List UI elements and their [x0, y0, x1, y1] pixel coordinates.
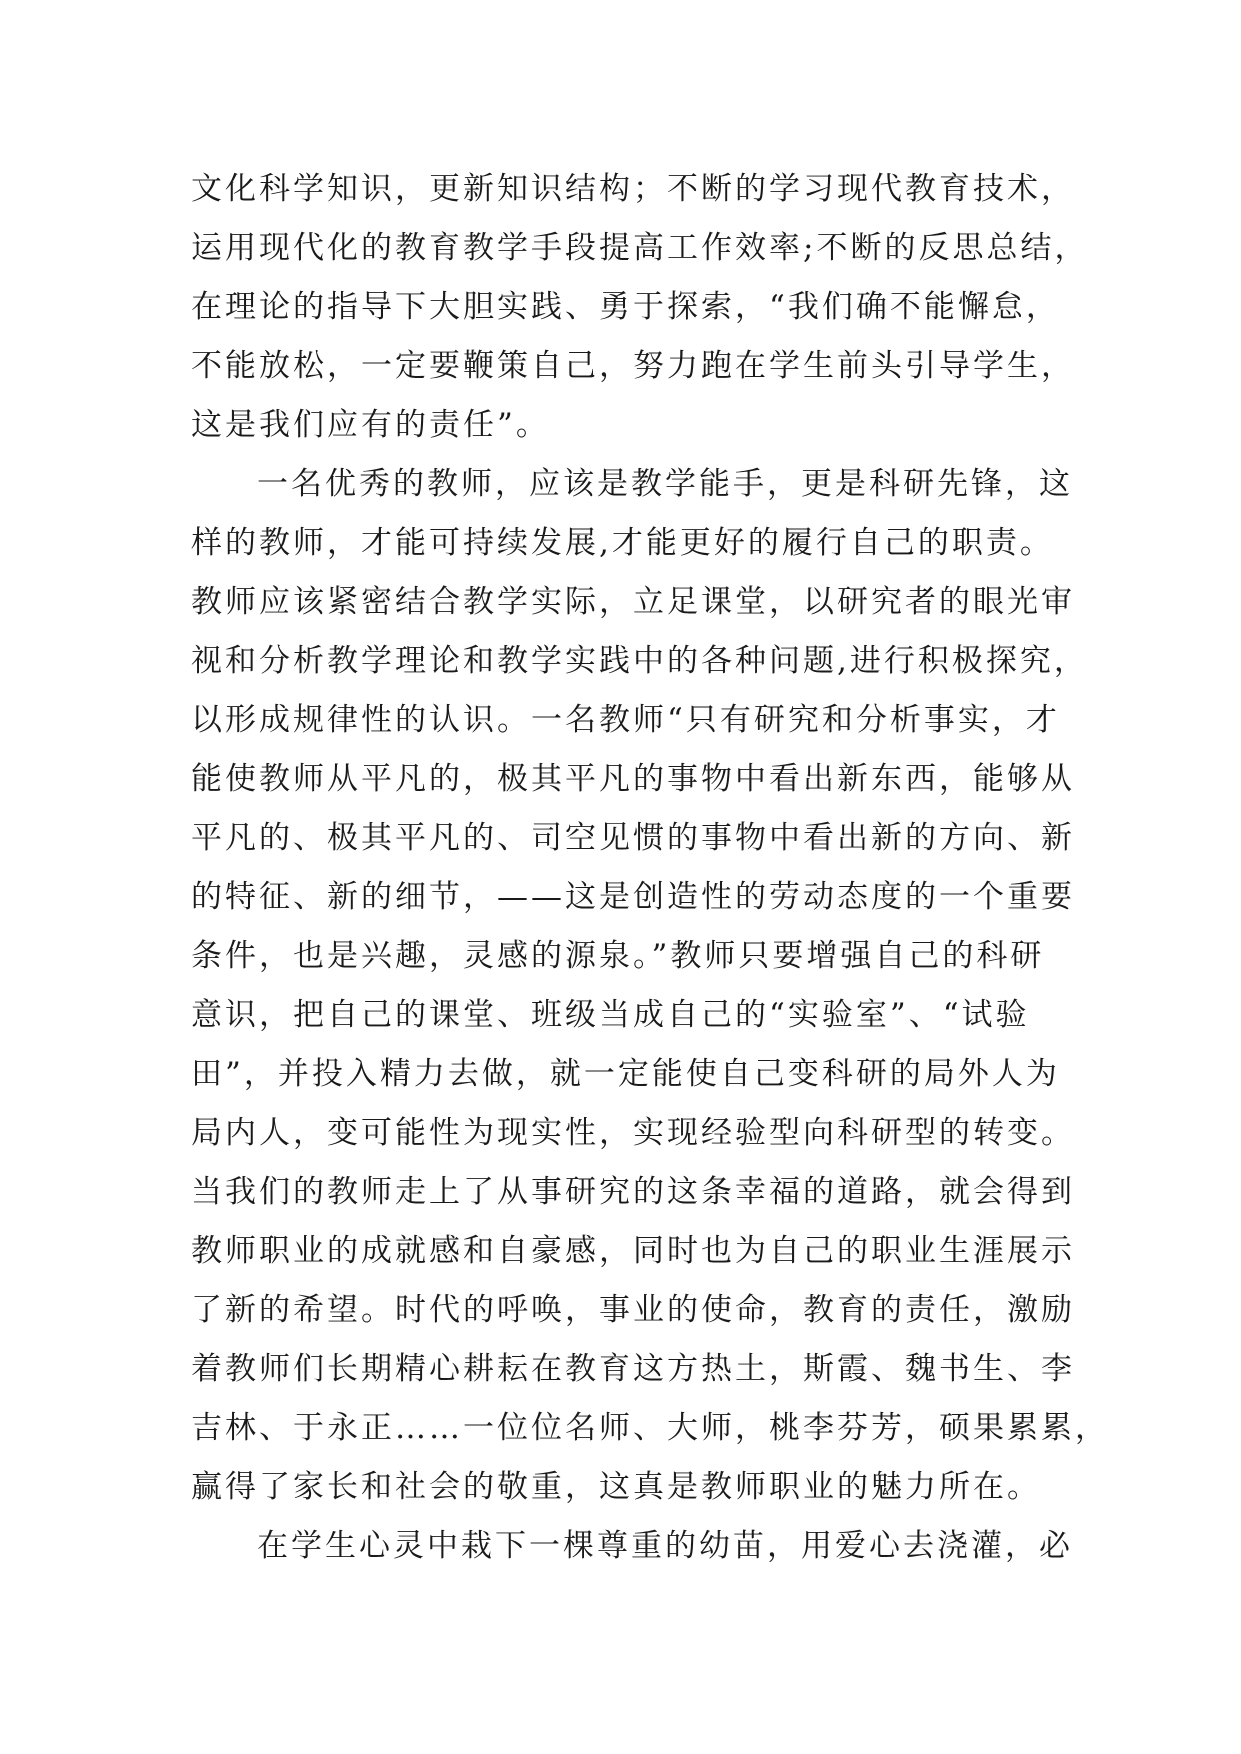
- text-line: 田”，并投入精力去做，就一定能使自己变科研的局外人为: [191, 1056, 1060, 1092]
- paragraph-3: [191, 1517, 1071, 1576]
- text-line: 运用现代化的教育教学手段提高工作效率;不断的反思总结，: [191, 230, 1089, 266]
- text-line: 平凡的、极其平凡的、司空见惯的事物中看出新的方向、新: [191, 820, 1075, 856]
- paragraph-1: [191, 160, 1089, 455]
- text-line: 局内人，变可能性为现实性，实现经验型向科研型的转变。: [191, 1115, 1075, 1151]
- text-line: 在学生心灵中栽下一棵尊重的幼苗，用爱心去浇灌，必: [257, 1528, 1073, 1564]
- text-line: 在理论的指导下大胆实践、勇于探索，“我们确不能懈怠，: [191, 289, 1060, 325]
- text-line: 教师职业的成就感和自豪感，同时也为自己的职业生涯展示: [191, 1233, 1075, 1269]
- text-line: 样的教师，才能可持续发展,才能更好的履行自己的职责。: [191, 525, 1054, 561]
- text-line: 了新的希望。时代的呼唤，事业的使命，教育的责任，激励: [191, 1292, 1075, 1328]
- text-line: 文化科学知识，更新知识结构；不断的学习现代教育技术，: [191, 171, 1075, 207]
- text-line: 教师应该紧密结合教学实际，立足课堂，以研究者的眼光审: [191, 584, 1075, 620]
- text-line: 视和分析教学理论和教学实践中的各种问题,进行积极探究，: [191, 643, 1088, 679]
- text-line: 的特征、新的细节，——这是创造性的劳动态度的一个重要: [191, 879, 1075, 915]
- text-line: 当我们的教师走上了从事研究的这条幸福的道路，就会得到: [191, 1174, 1075, 1210]
- text-line: 不能放松，一定要鞭策自己，努力跑在学生前头引导学生，: [191, 348, 1075, 384]
- paragraph-2: [191, 455, 1109, 1517]
- text-line: 能使教师从平凡的，极其平凡的事物中看出新东西，能够从: [191, 761, 1075, 797]
- text-line: 意识，把自己的课堂、班级当成自己的“实验室”、“试验: [191, 997, 1030, 1033]
- text-line: 条件，也是兴趣，灵感的源泉。”教师只要增强自己的科研: [191, 938, 1045, 974]
- body-text: [191, 160, 1109, 1576]
- text-line: 着教师们长期精心耕耘在教育这方热土，斯霞、魏书生、李: [191, 1351, 1075, 1387]
- text-line: 一名优秀的教师，应该是教学能手，更是科研先锋，这: [257, 466, 1073, 502]
- text-line: 这是我们应有的责任”。: [191, 407, 550, 443]
- text-line: 吉林、于永正……一位位名师、大师，桃李芬芳，硕果累累，: [191, 1410, 1109, 1446]
- text-line: 以形成规律性的认识。一名教师“只有研究和分析事实，才: [191, 702, 1060, 738]
- text-line: 赢得了家长和社会的敬重，这真是教师职业的魅力所在。: [191, 1469, 1041, 1505]
